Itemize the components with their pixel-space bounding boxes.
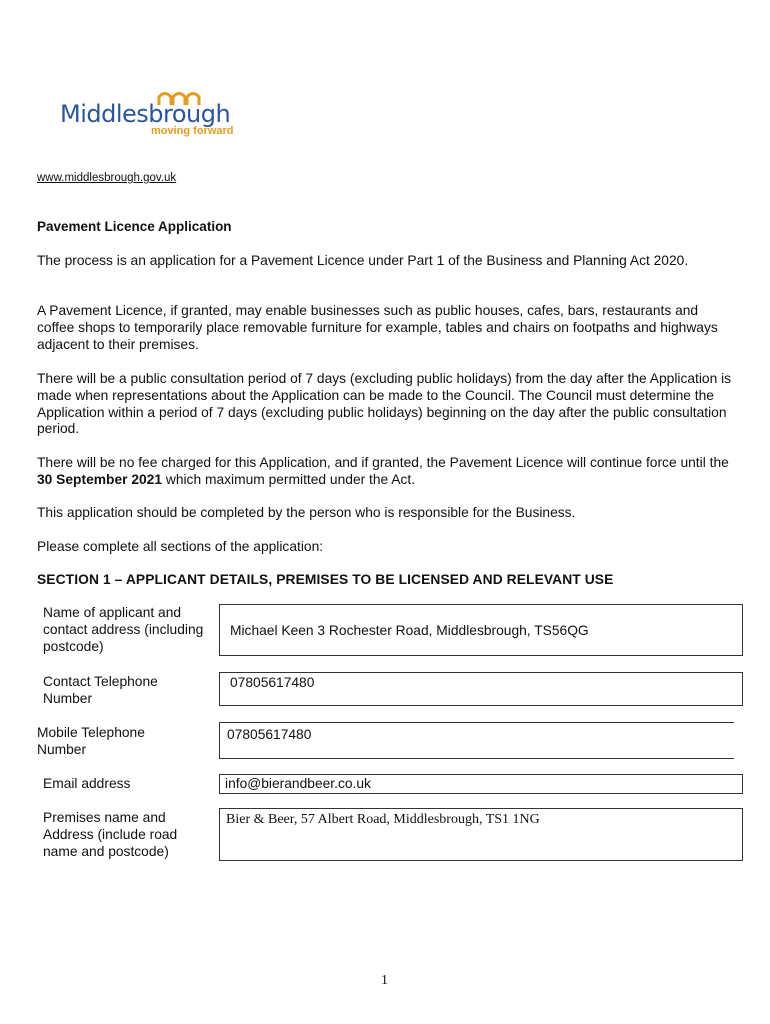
applicant-name-label: Name of applicant and contact address (including postcode)	[43, 605, 204, 654]
mobile-phone-field[interactable]	[219, 722, 734, 759]
mobile-phone-label: Mobile Telephone Number	[37, 725, 145, 757]
mobile-phone-value: 07805617480	[227, 727, 312, 742]
premises-label: Premises name and Address (include road name and postcode)	[43, 810, 178, 859]
email-label: Email address	[43, 776, 131, 791]
intro-paragraph-3: There will be a public consultation period of 7 days (excluding public holidays) from the day after the Application is made when representations about the Application can be made to the Council. The Council must determine the Application within a period of 7 days (excluding public holidays) beginning on the day after the public consultation period.	[37, 371, 732, 437]
council-logo	[60, 88, 240, 140]
email-field[interactable]	[219, 774, 743, 794]
applicant-name-value: Michael Keen 3 Rochester Road, Middlesbrough, TS56QG	[230, 623, 589, 638]
website-link[interactable]: www.middlesbrough.gov.uk	[37, 172, 177, 184]
contact-phone-label: Contact Telephone Number	[43, 674, 158, 706]
premises-field[interactable]	[219, 808, 743, 861]
premises-value: Bier & Beer, 57 Albert Road, Middlesbrough, TS1 1NG	[226, 812, 540, 827]
page-title: Pavement Licence Application	[37, 219, 232, 234]
email-value: info@bierandbeer.co.uk	[225, 776, 371, 791]
contact-phone-field[interactable]	[219, 672, 743, 706]
intro-paragraph-1: The process is an application for a Pavement Licence under Part 1 of the Business and Planning Act 2020.	[37, 253, 689, 268]
expiry-date: 30 September 2021	[37, 471, 163, 487]
intro-paragraph-2: A Pavement Licence, if granted, may enable businesses such as public houses, cafes, bars, restaurants and coffee shops to temporarily place removable furniture for example, tables and chairs on footpaths and highways adjacent to their premises.	[37, 303, 718, 352]
fee-text: There will be no fee charged for this Application, and if granted, the Pavement Licence will continue force until the	[37, 455, 729, 470]
logo-wordmark: Middlesbrough	[60, 100, 231, 128]
logo-tagline: moving forward	[151, 125, 234, 137]
intro-paragraph-5: This application should be completed by the person who is responsible for the Business.	[37, 505, 576, 520]
intro-paragraph-4	[37, 455, 737, 489]
contact-phone-value: 07805617480	[230, 675, 315, 690]
intro-paragraph-6: Please complete all sections of the application:	[37, 539, 324, 554]
section-1-heading: SECTION 1 – APPLICANT DETAILS, PREMISES TO BE LICENSED AND RELEVANT USE	[37, 572, 614, 587]
page-number: 1	[381, 973, 388, 988]
applicant-name-field[interactable]	[219, 604, 743, 656]
fee-text-end: which maximum permitted under the Act.	[162, 471, 416, 487]
